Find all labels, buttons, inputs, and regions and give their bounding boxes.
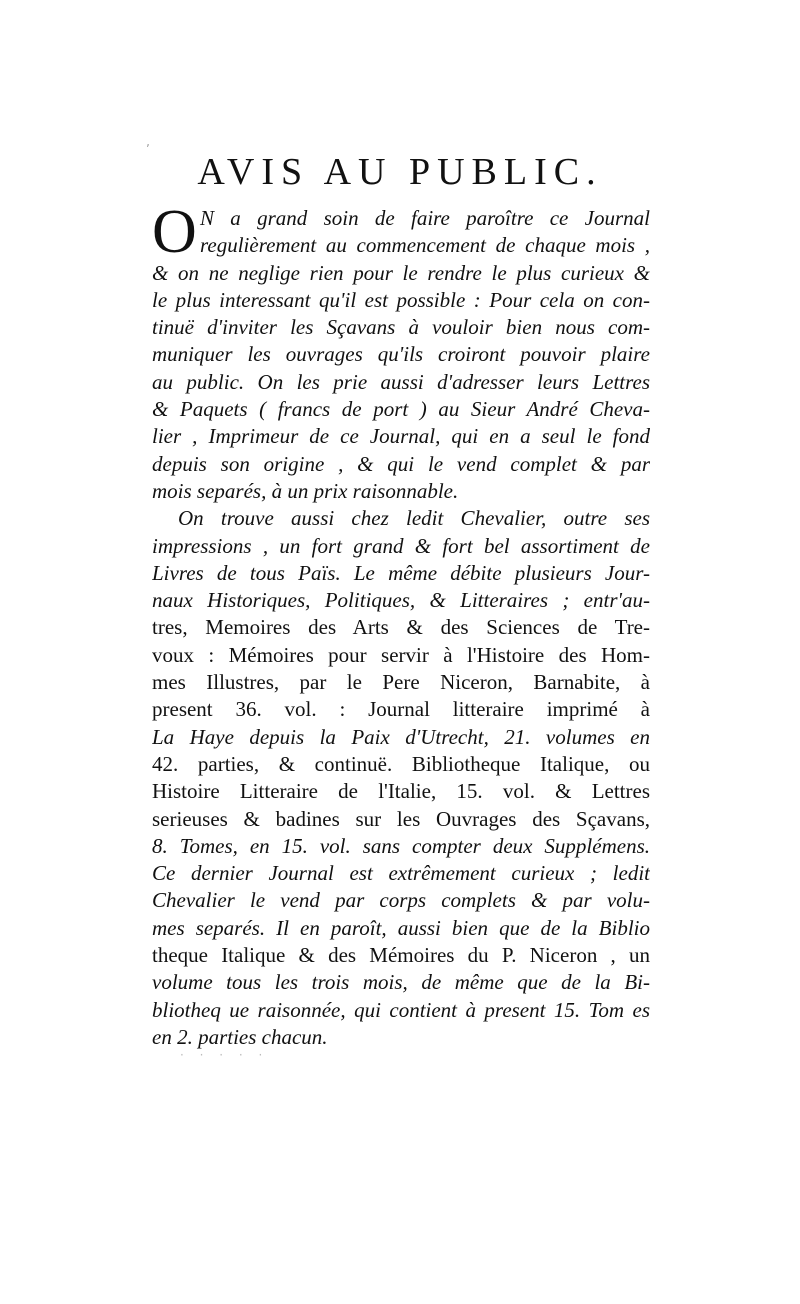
text-line: N a grand soin de faire paroître ce Journal	[200, 206, 650, 230]
page-title: AVIS AU PUBLIC.	[197, 151, 603, 193]
text-line: naux Historiques, Politiques, & Litteraires ; entr'au-	[152, 588, 650, 613]
text-line: voux : Mémoires pour servir à l'Histoire des Hom-	[152, 642, 650, 667]
text-line: regulièrement au commencement de chaque mois ,	[200, 233, 650, 258]
text-line: lier , Imprimeur de ce Journal, qui en a seul le fond	[152, 424, 650, 449]
ink-specks: · · · · ·	[180, 1048, 269, 1062]
text-line: serieuses & badines sur les Ouvrages des Sçavans,	[152, 806, 650, 831]
text-line: & Paquets ( francs de port ) au Sieur André Cheva-	[152, 397, 650, 422]
text-line: tres, Memoires des Arts & des Sciences de Tre-	[152, 615, 650, 640]
text-line: mes separés. Il en paroît, aussi bien que de la Biblio	[152, 915, 650, 940]
text-line: present 36. vol. : Journal litteraire imprimé à	[152, 697, 650, 722]
text-line: impressions , un fort grand & fort bel assortiment de	[152, 533, 650, 558]
text-line: depuis son origine , & qui le vend complet & par	[152, 451, 650, 476]
page-speck: ʼ	[146, 142, 150, 156]
text-line: & on ne neglige rien pour le rendre le plus curieux &	[152, 260, 650, 285]
text-line: bliotheq ue raisonnée, qui contient à present 15. Tom es	[152, 997, 650, 1022]
text-line: 8. Tomes, en 15. vol. sans compter deux Supplémens.	[152, 833, 650, 858]
text-line: tinuë d'inviter les Sçavans à vouloir bien nous com-	[152, 315, 650, 340]
text-line: Chevalier le vend par corps complets & par volu-	[152, 888, 650, 913]
text-line: Histoire Litteraire de l'Italie, 15. vol. & Lettres	[152, 779, 650, 804]
text-line: La Haye depuis la Paix d'Utrecht, 21. volumes en	[152, 724, 650, 749]
text-line: en 2. parties chacun.	[152, 1024, 328, 1049]
text-line: au public. On les prie aussi d'adresser leurs Lettres	[152, 369, 650, 394]
text-line: On trouve aussi chez ledit Chevalier, outre ses	[178, 506, 650, 531]
text-line: mois separés, à un prix raisonnable.	[152, 478, 459, 503]
text-line: 42. parties, & continuë. Bibliotheque Italique, ou	[152, 751, 650, 776]
drop-cap: O	[152, 198, 197, 266]
text-line: Livres de tous Païs. Le même débite plusieurs Jour-	[152, 560, 650, 585]
text-line: mes Illustres, par le Pere Niceron, Barnabite, à	[152, 670, 650, 695]
text-line: Ce dernier Journal est extrêmement curieux ; ledit	[152, 861, 650, 886]
text-line: muniquer les ouvrages qu'ils croiront pouvoir plaire	[152, 342, 650, 367]
text-line: theque Italique & des Mémoires du P. Niceron , un	[152, 943, 650, 968]
text-line: volume tous les trois mois, de même que de la Bi-	[152, 970, 650, 995]
body-text	[152, 198, 650, 1051]
text-line: le plus interessant qu'il est possible : Pour cela on con-	[152, 287, 650, 312]
